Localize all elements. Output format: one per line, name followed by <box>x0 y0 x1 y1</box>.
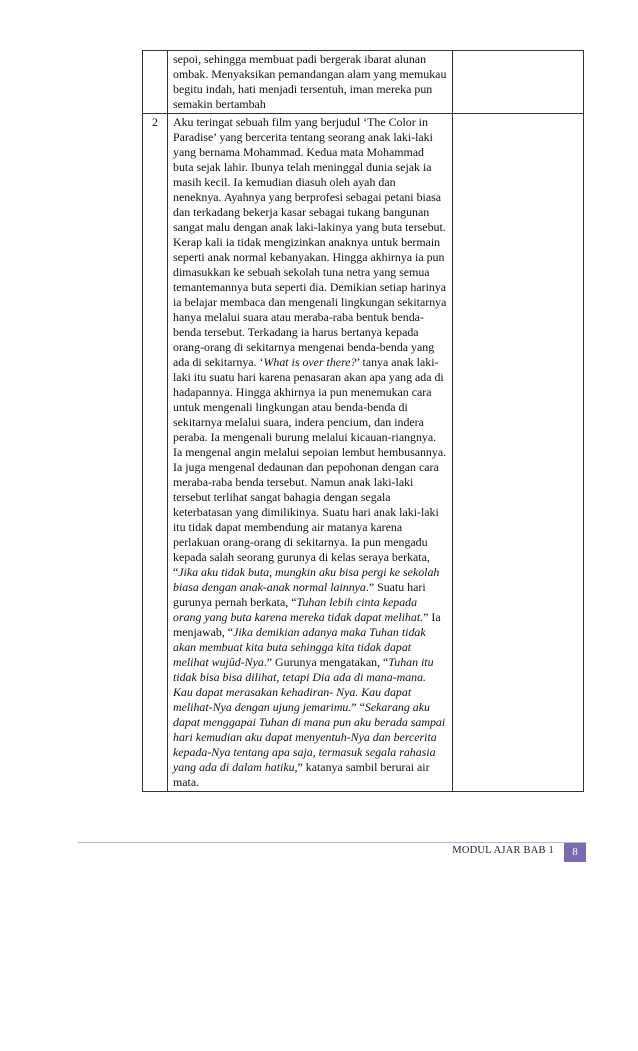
text-run: ” “ <box>351 700 365 714</box>
row-paragraph <box>173 115 447 790</box>
row-empty-cell <box>453 51 584 114</box>
text-run: .” Suatu hari gurunya pernah berkata, “ <box>173 580 426 609</box>
text-run: Aku teringat sebuah film yang berjudul ‘The Color in Paradise’ yang bercerita tentang seorang anak laki-laki yang bernama Mohammad. Kedua mata Mohammad buta sejak lahir. Ibunya telah meninggal dunia sejak ia masih kecil. Ia kemudian diasuh oleh ayah dan neneknya. Ayahnya yang berprofesi sebagai petani biasa dan terkadang bekerja kasar sebagai tukang bangunan sangat malu dengan anak laki-lakinya yang buta tersebut. Kerap kali ia tidak mengizinkan anaknya untuk bermain seperti anak normal kebanyakan. Hingga akhirnya ia pun dimasukkan ke sebuah sekolah tuna netra yang semua temantemannya buta seperti dia. Demikian setiap harinya ia belajar membaca dan mengenali lingkungan sekitarnya hanya melalui suara atau meraba-raba bentuk benda-benda tersebut. Terkadang ia harus bertanya kepada orang-orang di sekitarnya mengenai benda-benda yang ada di sekitarnya. ‘ <box>173 115 447 369</box>
table-row <box>143 51 584 114</box>
italic-text-run: Tuhan lebih cinta kepada orang yang buta karena mereka tidak dapat melihat. <box>173 595 424 624</box>
italic-text-run: What is over there? <box>263 355 357 369</box>
row-text-cell <box>168 51 453 114</box>
page-number-badge: 8 <box>564 843 586 862</box>
italic-text-run: Jika aku tidak buta, mungkin aku bisa pergi ke sekolah biasa dengan anak-anak normal lainnya <box>173 565 440 594</box>
text-run: ” Ia menjawab, “ <box>173 610 441 639</box>
italic-text-run: Jika demikian adanya maka Tuhan tidak akan membuat kita buta sehingga kita tidak dapat melihat wujūd-Nya <box>173 625 426 669</box>
row-empty-cell <box>453 114 584 792</box>
text-run: sepoi, sehingga membuat padi bergerak ibarat alunan ombak. Menyaksikan pemandangan alam yang memukau begitu indah, hati menjadi tersentuh, iman mereka pun semakin bertambah <box>173 52 447 111</box>
content-table <box>142 50 584 792</box>
text-run: ” katanya sambil berurai air mata. <box>173 760 430 789</box>
italic-text-run: Tuhan itu tidak bisa bisa dilihat, tetapi Dia ada di mana-mana. Kau dapat merasakan kehadiran- Nya. Kau dapat melihat-Nya dengan ujung jemarimu. <box>173 655 434 714</box>
row-number-cell <box>143 51 168 114</box>
footer-divider <box>78 842 586 843</box>
text-run: .” Gurunya mengatakan, “ <box>263 655 389 669</box>
row-text-cell <box>168 114 453 792</box>
footer-module-label: MODUL AJAR BAB 1 <box>452 845 554 856</box>
row-paragraph <box>173 52 447 112</box>
row-number-cell: 2 <box>143 114 168 792</box>
table-row <box>143 114 584 792</box>
text-run: ’ tanya anak laki-laki itu suatu hari karena penasaran akan apa yang ada di hadapannya. Hingga akhirnya ia pun menemukan cara untuk mengenali lingkungan atau benda-benda di sekitarnya melalui suara, indera pencium, dan indera peraba. Ia mengenali burung melalui kicauan-riangnya. Ia mengenal angin melalui sepoian lembut hembusannya. Ia juga mengenal dedaunan dan pepohonan dengan cara meraba-raba benda tersebut. Namun anak laki-laki tersebut terlihat sangat bahagia dengan segala keterbatasan yang dimilikinya. Suatu hari anak laki-laki itu tidak dapat membendung air matanya karena perlakuan orang-orang di sekitarnya. Ia pun mengadu kepada salah seorang gurunya di kelas seraya berkata, “ <box>173 355 447 579</box>
italic-text-run: Sekarang aku dapat menggapai Tuhan di mana pun aku berada sampai hari kemudian aku dapat menyentuh-Nya dan bercerita kepada-Nya tentang apa saja, termasuk segala rahasia yang ada di dalam hatiku, <box>173 700 446 774</box>
